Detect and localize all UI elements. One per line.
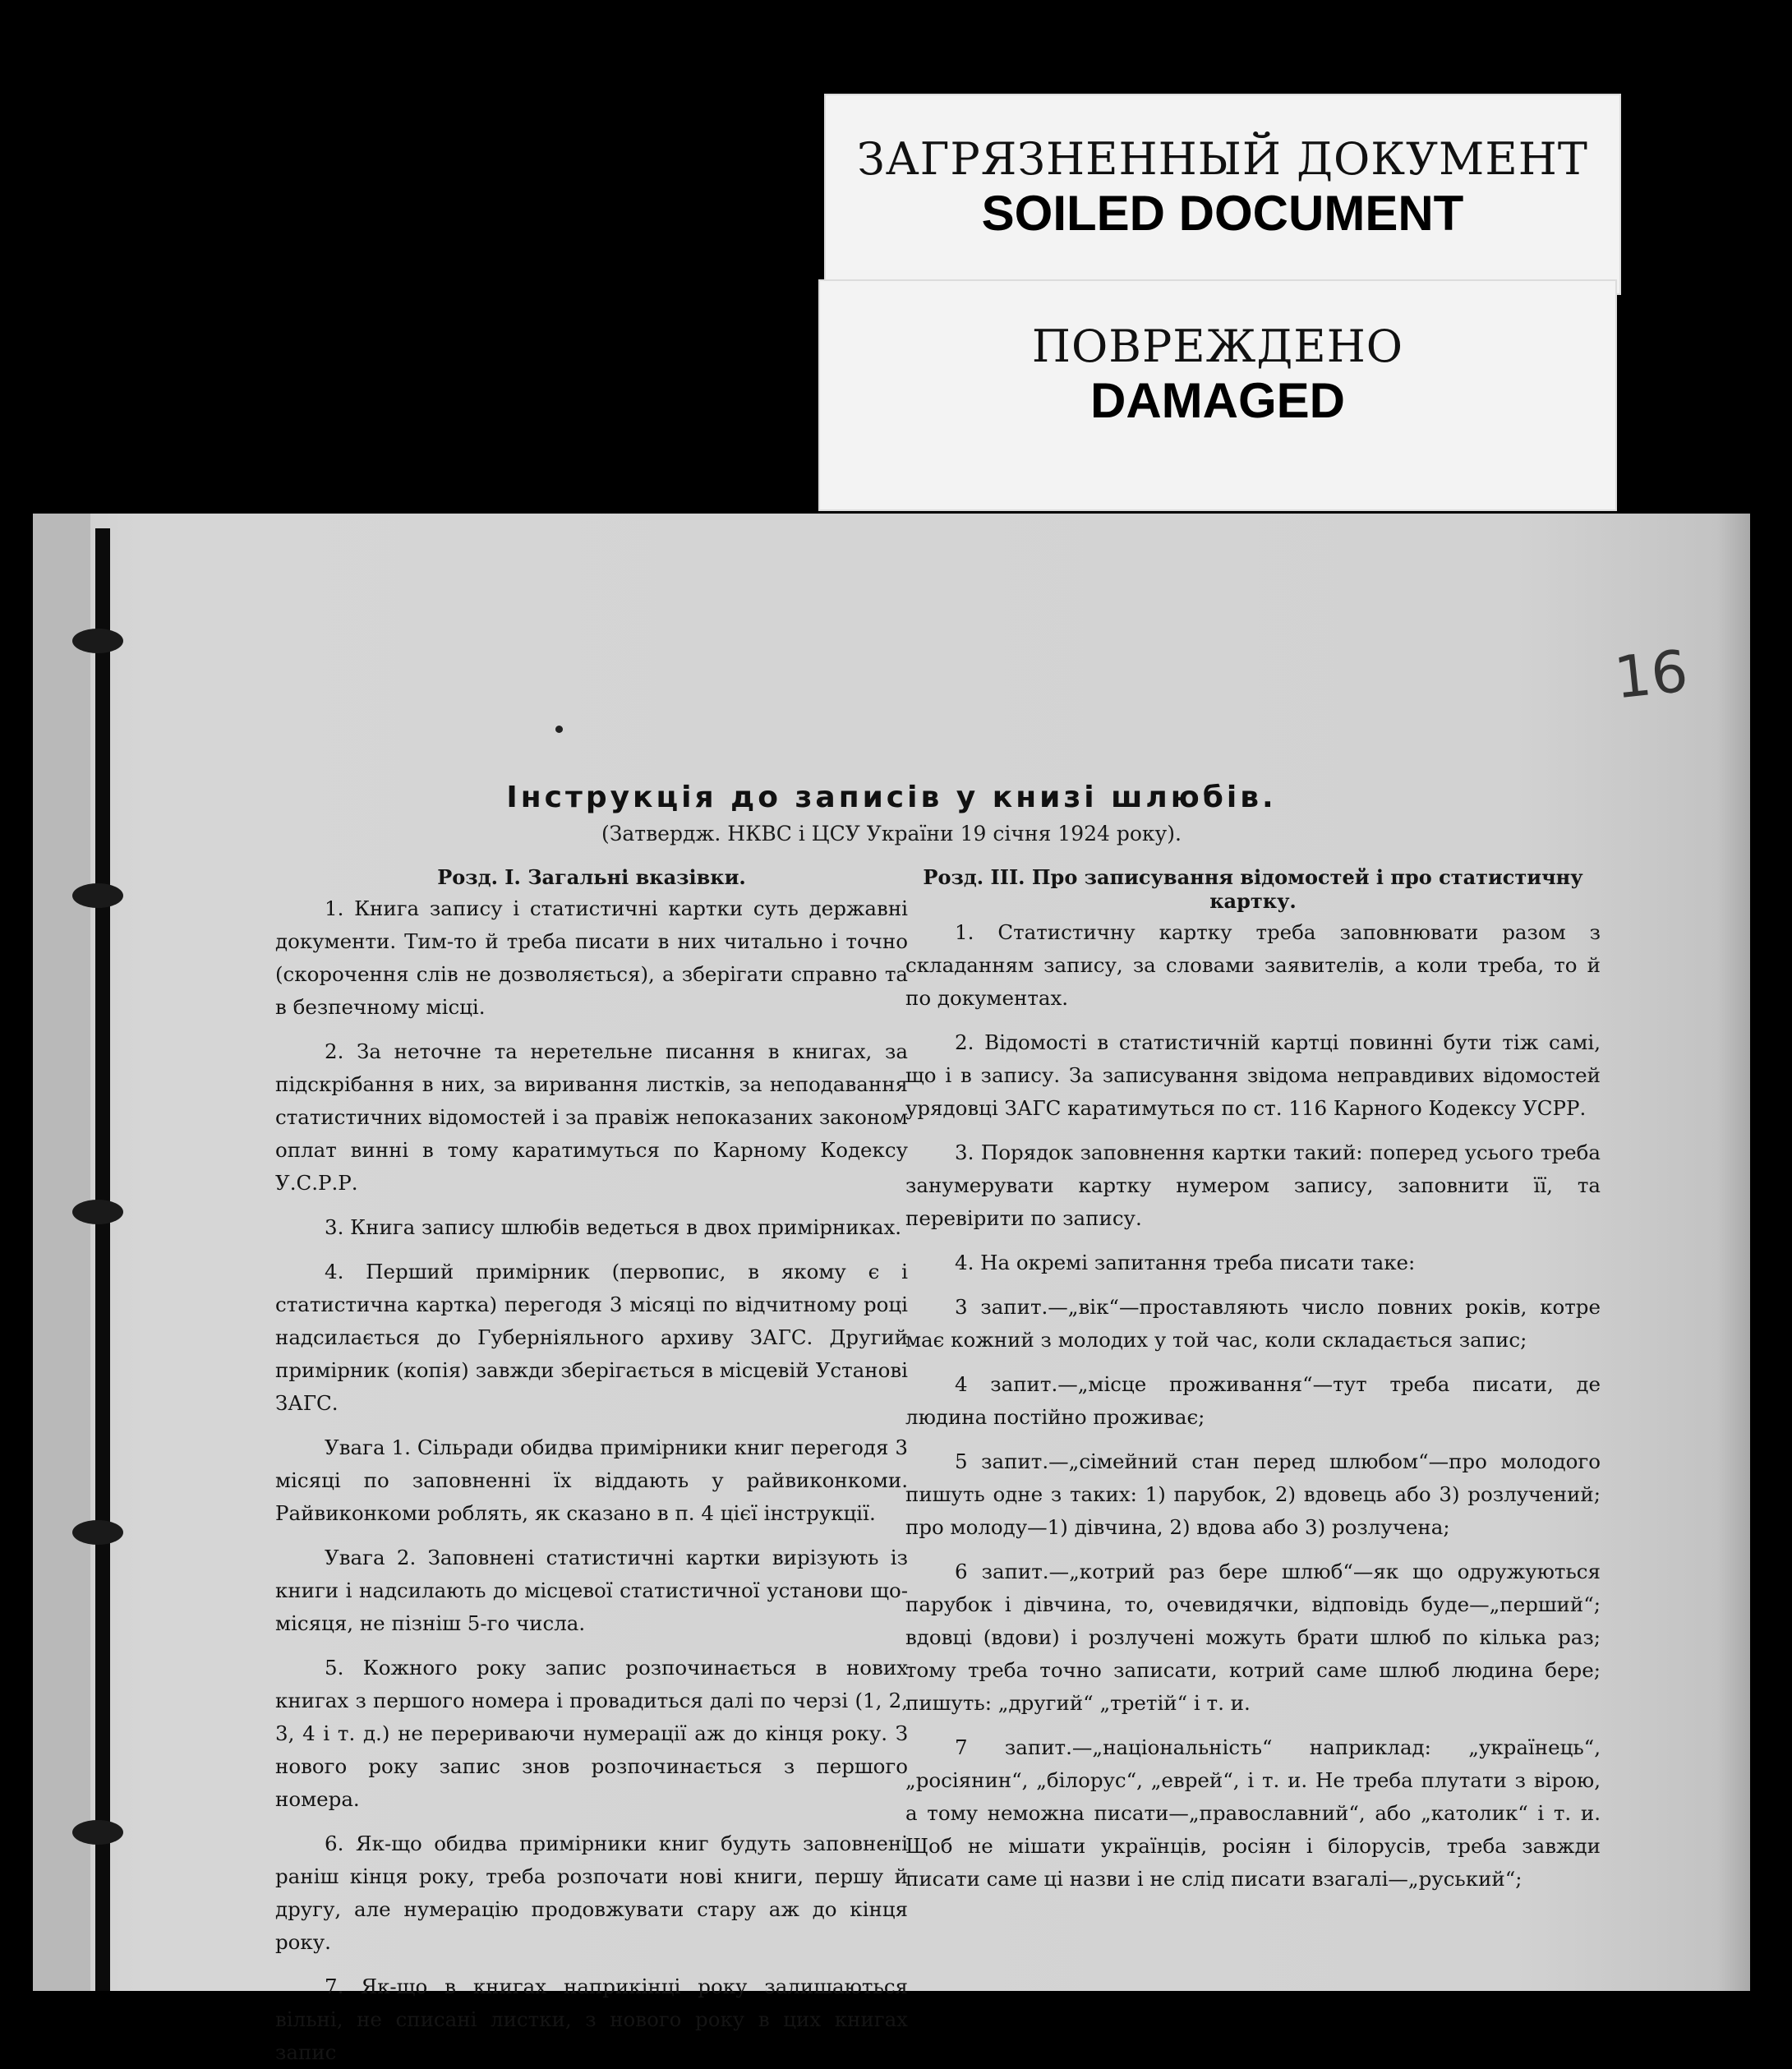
binding-hole	[72, 629, 123, 653]
paragraph: 6. Як-що обидва примірники книг будуть заповнені раніш кінця року, треба розпочати нові книги, першу й другу, але нумерацію продовжувати стару аж до кінця року.	[275, 1832, 908, 1954]
note-paragraph: Увага 2. Заповнені статистичні картки вирізують із книги і надсилають до місцевої статистичної установи що-місяця, не пізніш 5-го числа.	[275, 1546, 908, 1635]
binding-hole	[72, 1520, 123, 1545]
paragraph: 5 запит.—„сімейний стан перед шлюбом“—про молодого пишуть одне з таких: 1) парубок, 2) вдовець або 3) розлучений; про молоду—1) дівчина, 2) вдова або 3) розлучена;	[905, 1449, 1601, 1539]
section-heading: Розд. І. Загальні вказівки.	[437, 865, 746, 889]
paragraph: 1. Статистичну картку треба заповнювати разом з складанням запису, за словами заявителів, а коли треба, то й по документах.	[905, 920, 1601, 1010]
binding-hole	[72, 1820, 123, 1845]
damaged-stamp-english: DAMAGED	[1090, 373, 1345, 428]
paragraph: 4 запит.—„місце проживання“—тут треба писати, де людина постійно проживає;	[905, 1372, 1601, 1429]
binding-line	[95, 528, 110, 1991]
binding-strip	[33, 514, 90, 1991]
page-subtitle: (Затвердж. НКВС і ЦСУ України 19 січня 1924 року).	[601, 822, 1182, 846]
paragraph: 4. Перший примірник (первопис, в якому є і статистична картка) перегодя 3 місяці по відчитному році надсилається до Губерніяльного архиву ЗАГС. Другий примірник (копія) завжди зберігається в місцевій Установі ЗАГС.	[275, 1260, 908, 1415]
soiled-stamp-russian: ЗАГРЯЗНЕННЫЙ ДОКУМЕНТ	[857, 133, 1588, 185]
binding-hole	[72, 883, 123, 908]
paragraph: 3. Порядок заповнення картки такий: поперед усього треба занумерувати картку нумером запису, заповнити її, та перевірити по запису.	[905, 1140, 1601, 1230]
paragraph: 7. Як-що в книгах наприкінці року залишаються вільні, не списані листки, з нового року в цих книгах запис	[275, 1975, 908, 2064]
paragraph: 1. Книга запису і статистичні картки суть державні документи. Тим-то й треба писати в них читально і точно (скорочення слів не дозволяється), а зберігати справно та в безпечному місці.	[275, 896, 908, 1019]
page-title: Інструкція до записів у книзі шлюбів.	[506, 781, 1277, 814]
note-paragraph: Увага 1. Сільради обидва примірники книг перегодя 3 місяці по заповненні їх віддають у райвиконкоми. Райвиконкоми роблять, як сказано в п. 4 цієї інструкції.	[275, 1435, 908, 1525]
ink-dot	[555, 726, 563, 733]
paragraph: 2. Відомості в статистичній картці повинні бути тіж самі, що і в запису. За записування звідома неправдивих відомостей урядовці ЗАГС каратимуться по ст. 116 Карного Кодексу УСРР.	[905, 1030, 1601, 1120]
paragraph: 4. На окремі запитання треба писати таке:	[955, 1251, 1416, 1274]
handwritten-page-number: 16	[1610, 637, 1692, 712]
paragraph: 2. За неточне та неретельне писання в книгах, за підскрібання в них, за виривання листків, за неподавання статистичних відомостей і за правіж непоказаних законом оплат винні в тому каратимуться по Карному Кодексу У.С.Р.Р.	[275, 1039, 908, 1195]
damaged-stamp-russian: ПОВРЕЖДЕНО	[1031, 320, 1404, 372]
soiled-stamp-english: SOILED DOCUMENT	[981, 186, 1464, 241]
damaged-stamp	[818, 279, 1617, 511]
paragraph: 3 запит.—„вік“—проставляють число повних років, котре має кожний з молодих у той час, коли складається запис;	[905, 1295, 1601, 1352]
paragraph: 7 запит.—„національність“ наприклад: „українець“, „росіянин“, „білорус“, „еврей“, і т. и. Не треба плутати з вірою, а тому неможна писати—„православний“, або „католик“ і т. и. Щоб не мішати українців, росіян і білорусів, треба завжди писати саме ці назви і не слід писати взагалі—„руський“;	[905, 1735, 1601, 1891]
right-column	[905, 865, 1601, 1896]
document-page	[33, 514, 1750, 2064]
paragraph: 6 запит.—„котрий раз бере шлюб“—як що одружуються парубок і дівчина, то, очевидячки, відповідь буде—„перший“; вдовці (вдови) і розлучені можуть брати шлюб по кілька раз; тому треба точно записати, котрий саме шлюб людина бере; пишуть: „другий“ „третій“ і т. и.	[905, 1560, 1601, 1715]
left-column	[275, 865, 908, 2069]
binding-hole	[72, 1200, 123, 1224]
paragraph: 5. Кожного року запис розпочинається в нових книгах з першого номера і провадиться далі по черзі (1, 2, 3, 4 і т. д.) не перериваючи нумерації аж до кінця року. З нового року запис знов розпочинається з першого номера.	[275, 1656, 908, 1811]
soiled-document-stamp	[824, 94, 1621, 295]
paragraph: 3. Книга запису шлюбів ведеться в двох примірниках.	[325, 1215, 902, 1239]
section-heading: Розд. III. Про записування відомостей і про статистичну картку.	[923, 865, 1583, 913]
